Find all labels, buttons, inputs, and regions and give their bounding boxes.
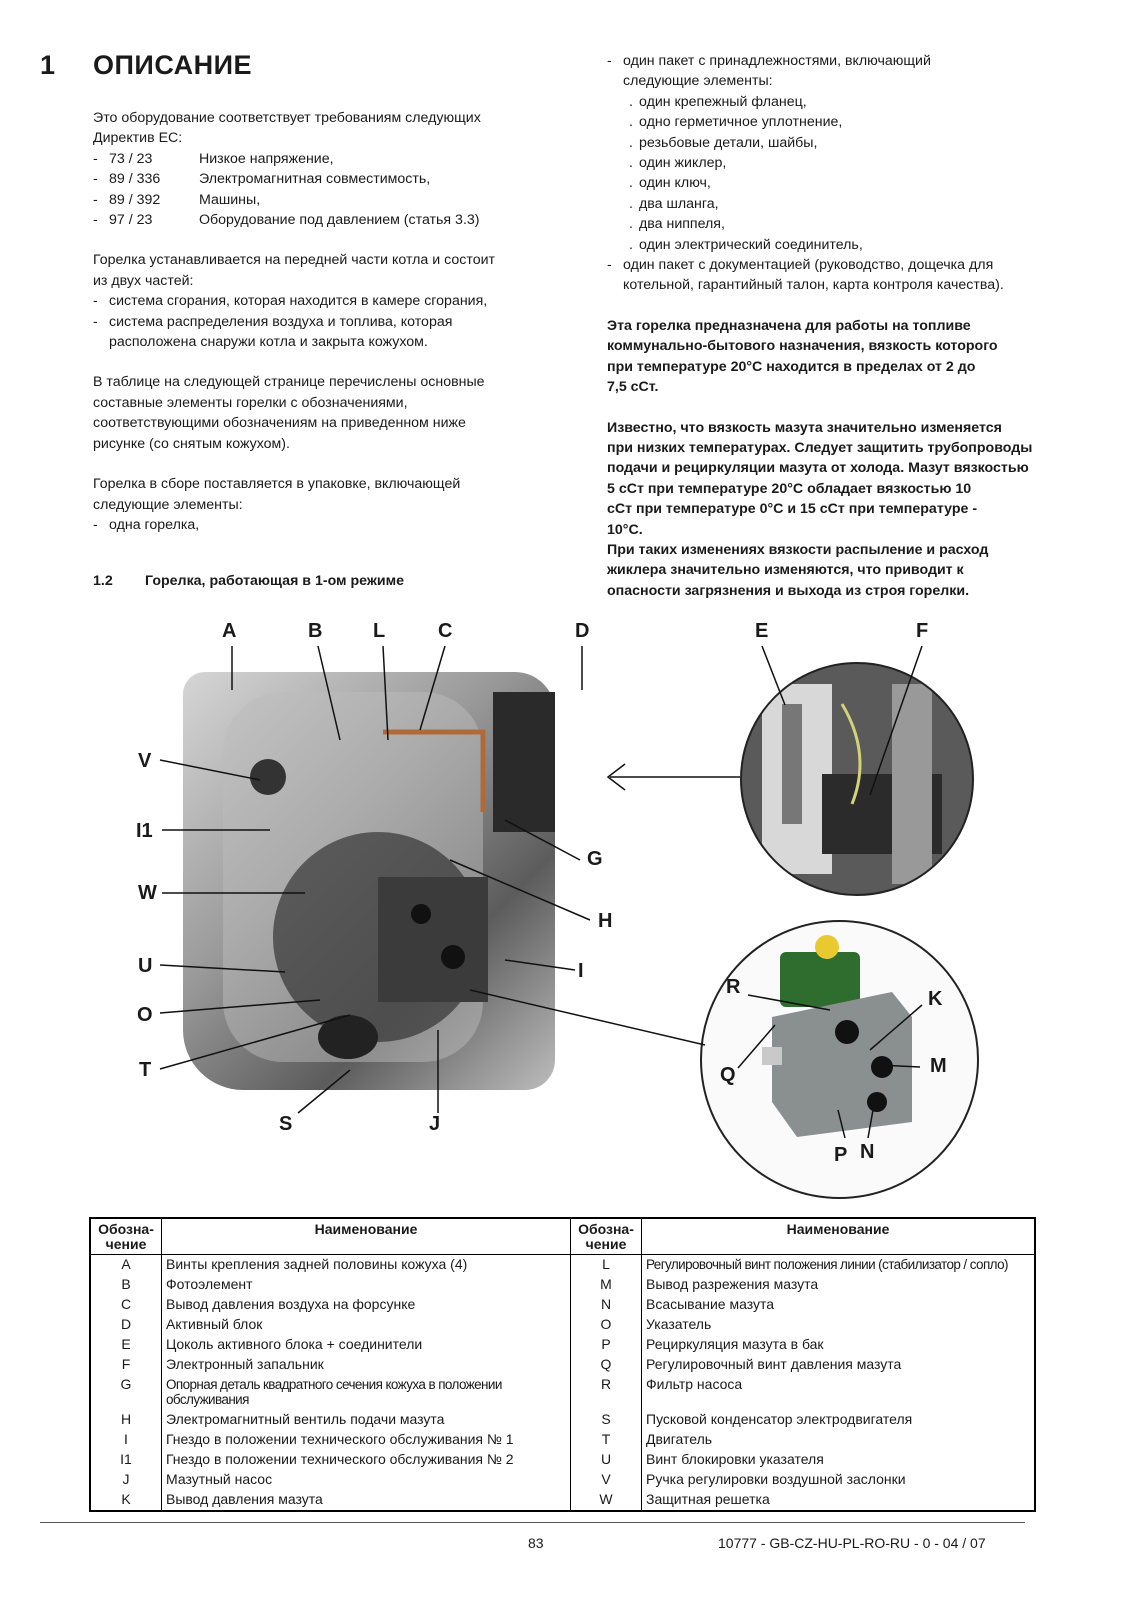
legend-code: W xyxy=(571,1490,642,1511)
pack-item: . один жиклер, xyxy=(607,153,1047,173)
label-b: B xyxy=(308,620,323,642)
warning-line: Известно, что вязкость мазута значительно изменяется xyxy=(607,419,1002,436)
pack-accessories-cont: следующие элементы: xyxy=(623,73,773,90)
legend-code: O xyxy=(571,1315,642,1335)
directive-text: Электромагнитная совместимость, xyxy=(199,171,431,188)
legend-code: V xyxy=(571,1470,642,1490)
pack-accessories-text: один пакет с принадлежностями, включающий xyxy=(623,53,931,69)
supplied-item: - одна горелка, xyxy=(93,515,533,535)
legend-name: Гнездо в положении технического обслуживания № 1 xyxy=(162,1430,571,1450)
legend-name: Защитная решетка xyxy=(646,1491,770,1507)
pack-item-text: один ключ, xyxy=(639,175,711,192)
label-g: G xyxy=(587,848,603,870)
part-text-cont: расположена снаружи котла и закрыта кожухом. xyxy=(109,334,428,351)
legend-name: Указатель xyxy=(646,1316,712,1332)
legend-name: Опорная деталь квадратного сечения кожуха в положении обслуживания xyxy=(162,1375,571,1410)
pack-item: . два шланга, xyxy=(607,194,1047,214)
legend-name: Вывод давления воздуха на форсунке xyxy=(162,1295,571,1315)
legend-name: Активный блок xyxy=(162,1315,571,1335)
table-row xyxy=(90,1315,1035,1335)
legend-code: T xyxy=(571,1430,642,1450)
directive-item: - 89 / 392 Машины, xyxy=(93,190,533,210)
right-column xyxy=(607,51,1047,601)
label-e: E xyxy=(755,620,769,642)
warning-line: при низких температурах. Следует защитить трубопроводы xyxy=(607,439,1033,456)
table-row xyxy=(90,1410,1035,1430)
legend-name: Двигатель xyxy=(646,1431,713,1447)
pack-item: . один электрический соединитель, xyxy=(607,235,1047,255)
fuel-note-line: Эта горелка предназначена для работы на топливе xyxy=(607,317,971,334)
warning-line: опасности загрязнения и выхода из строя горелки. xyxy=(607,582,970,599)
document-reference: 10777 - GB-CZ-HU-PL-RO-RU - 0 - 04 / 07 xyxy=(718,1535,986,1551)
label-p: P xyxy=(834,1144,848,1166)
table-row xyxy=(90,1335,1035,1355)
legend-code: H xyxy=(90,1410,162,1430)
table-row xyxy=(90,1295,1035,1315)
legend-name: Мазутный насос xyxy=(162,1470,571,1490)
intro-text-1: Это оборудование соответствует требованиям следующих xyxy=(93,110,481,126)
table-ref-line: составные элементы горелки с обозначениями, xyxy=(93,394,408,411)
pack-docs-text: один пакет с документацией (руководство, дощечка для xyxy=(623,257,994,274)
directive-code: 89 / 336 xyxy=(109,171,161,188)
legend-name: Электронный запальник xyxy=(162,1355,571,1375)
page-number: 83 xyxy=(528,1535,544,1551)
section-title: ОПИСАНИЕ xyxy=(93,50,253,80)
burner-figure xyxy=(0,620,1132,1200)
legend-name: Пусковой конденсатор электродвигателя xyxy=(646,1411,913,1427)
legend-code: U xyxy=(571,1450,642,1470)
legend-name: Винты крепления задней половины кожуха (4) xyxy=(162,1255,571,1276)
legend-name: Рециркуляция мазута в бак xyxy=(646,1336,824,1352)
left-column xyxy=(93,108,533,535)
legend-code: K xyxy=(90,1490,162,1511)
pack-item-text: резьбовые детали, шайбы, xyxy=(639,134,818,151)
legend-code: M xyxy=(571,1275,642,1295)
legend-name: Фильтр насоса xyxy=(646,1376,743,1392)
fuel-note xyxy=(607,316,1047,398)
subsection-title: Горелка, работающая в 1-ом режиме xyxy=(145,573,405,589)
label-l: L xyxy=(373,620,386,642)
legend-code: R xyxy=(571,1375,642,1410)
legend-code: E xyxy=(90,1335,162,1355)
footer-divider xyxy=(40,1522,1025,1523)
pack-item: . два ниппеля, xyxy=(607,214,1047,234)
label-c: C xyxy=(438,620,453,642)
legend-code: A xyxy=(90,1255,162,1276)
legend-code: I xyxy=(90,1430,162,1450)
label-f: F xyxy=(916,620,929,642)
label-q: Q xyxy=(720,1064,736,1086)
fuel-note-line: коммунально-бытового назначения, вязкость которого xyxy=(607,338,998,355)
label-k: K xyxy=(928,988,943,1010)
supplied-line: Горелка в сборе поставляется в упаковке, включающей xyxy=(93,476,461,493)
leader-lines xyxy=(0,620,1132,1200)
warning-line: 10°C. xyxy=(607,521,643,538)
label-d: D xyxy=(575,620,590,642)
pack-item: . один ключ, xyxy=(607,173,1047,193)
legend-header-row xyxy=(90,1218,1035,1255)
legend-name: Вывод давления мазута xyxy=(162,1490,571,1511)
burner-text-1: Горелка устанавливается на передней части котла и состоит xyxy=(93,252,496,269)
label-i1: I1 xyxy=(136,820,153,842)
warning-line: 5 сСт при температуре 20°C обладает вязкостью 10 xyxy=(607,480,972,497)
part-item: - система сгорания, которая находится в камере сгорания, xyxy=(93,291,533,311)
legend-code: F xyxy=(90,1355,162,1375)
pack-item-text: один электрический соединитель, xyxy=(639,236,863,253)
legend-name: Ручка регулировки воздушной заслонки xyxy=(646,1471,906,1487)
label-v: V xyxy=(138,750,152,772)
pack-docs: - один пакет с документацией (руководство, дощечка для xyxy=(607,255,1047,275)
intro-text-2: Директив ЕС: xyxy=(93,130,183,147)
legend-code: N xyxy=(571,1295,642,1315)
table-row xyxy=(90,1430,1035,1450)
pack-item-text: одно герметичное уплотнение, xyxy=(639,114,843,131)
legend-code: D xyxy=(90,1315,162,1335)
part-text: система сгорания, которая находится в камере сгорания, xyxy=(109,293,488,310)
label-s: S xyxy=(279,1113,293,1135)
burner-text-2: из двух частей: xyxy=(93,272,194,289)
label-o: O xyxy=(137,1004,153,1026)
legend-code: P xyxy=(571,1335,642,1355)
label-u: U xyxy=(138,955,153,977)
legend-code: I1 xyxy=(90,1450,162,1470)
label-h: H xyxy=(598,910,613,932)
table-ref-line: соответствующими обозначениям на приведенном ниже xyxy=(93,415,466,432)
directive-code: 89 / 392 xyxy=(109,191,161,208)
label-n: N xyxy=(860,1141,875,1163)
pack-item-text: два ниппеля, xyxy=(639,216,725,233)
legend-name: Винт блокировки указателя xyxy=(646,1451,824,1467)
legend-header-code: Обозна- чение xyxy=(90,1218,162,1255)
legend-name: Регулировочный винт положения линии (стабилизатор / сопло) xyxy=(646,1257,1008,1272)
pack-docs-cont: котельной, гарантийный талон, карта контроля качества). xyxy=(623,277,1004,294)
table-row xyxy=(90,1450,1035,1470)
pack-item-text: один жиклер, xyxy=(639,155,727,172)
pack-item-text: два шланга, xyxy=(639,195,719,212)
legend-code: L xyxy=(571,1255,642,1276)
warning-line: сСт при температуре 0°C и 15 сСт при температуре - xyxy=(607,501,978,518)
warning-line: подачи и рециркуляции мазута от холода. Мазут вязкостью xyxy=(607,460,1029,477)
directive-item: - 89 / 336 Электромагнитная совместимость, xyxy=(93,169,533,189)
section-number: 1 xyxy=(40,50,56,80)
part-item: - система распределения воздуха и топлива, которая xyxy=(93,312,533,332)
table-row xyxy=(90,1255,1035,1276)
pack-accessories: - один пакет с принадлежностями, включающий xyxy=(607,51,1047,71)
directive-text: Оборудование под давлением (статья 3.3) xyxy=(199,212,480,229)
fuel-note-line: при температуре 20°C находится в пределах от 2 до xyxy=(607,358,976,375)
directive-item: - 73 / 23 Низкое напряжение, xyxy=(93,149,533,169)
legend-code: C xyxy=(90,1295,162,1315)
table-row xyxy=(90,1470,1035,1490)
subsection-heading xyxy=(93,573,404,589)
subsection-number: 1.2 xyxy=(93,573,113,589)
label-r: R xyxy=(726,976,741,998)
viscosity-warning xyxy=(607,418,1047,602)
directive-text: Машины, xyxy=(199,191,261,208)
label-a: A xyxy=(222,620,237,642)
label-w: W xyxy=(138,882,157,904)
table-row xyxy=(90,1375,1035,1410)
pack-item: . резьбовые детали, шайбы, xyxy=(607,133,1047,153)
pack-item: . один крепежный фланец, xyxy=(607,92,1047,112)
legend-name: Электромагнитный вентиль подачи мазута xyxy=(162,1410,571,1430)
table-row xyxy=(90,1275,1035,1295)
pack-item: . одно герметичное уплотнение, xyxy=(607,112,1047,132)
directive-text: Низкое напряжение, xyxy=(199,150,334,167)
label-t: T xyxy=(139,1059,152,1081)
legend-name: Цоколь активного блока + соединители xyxy=(162,1335,571,1355)
supplied-item-text: одна горелка, xyxy=(109,516,200,533)
legend-name: Гнездо в положении технического обслуживания № 2 xyxy=(162,1450,571,1470)
pack-item-text: один крепежный фланец, xyxy=(639,93,807,110)
label-m: M xyxy=(930,1055,947,1077)
legend-header-name-2: Наименование xyxy=(642,1218,1036,1255)
label-j: J xyxy=(429,1113,441,1135)
directive-code: 97 / 23 xyxy=(109,212,153,229)
table-ref-line: В таблице на следующей странице перечислены основные xyxy=(93,374,485,391)
legend-name: Фотоэлемент xyxy=(162,1275,571,1295)
directive-item: - 97 / 23 Оборудование под давлением (статья 3.3) xyxy=(93,210,533,230)
label-i: I xyxy=(578,960,584,982)
legend-name: Вывод разрежения мазута xyxy=(646,1276,819,1292)
warning-line: При таких изменениях вязкости распыление и расход xyxy=(607,541,989,558)
legend-header-code-2: Обозна- чение xyxy=(571,1218,642,1255)
table-row xyxy=(90,1355,1035,1375)
fuel-note-line: 7,5 сСт. xyxy=(607,379,659,396)
warning-line: жиклера значительно изменяются, что приводит к xyxy=(607,562,964,579)
legend-header-name: Наименование xyxy=(162,1218,571,1255)
legend-name: Регулировочный винт давления мазута xyxy=(646,1356,902,1372)
table-ref-line: рисунке (со снятым кожухом). xyxy=(93,435,290,452)
legend-table xyxy=(89,1217,1036,1512)
directive-code: 73 / 23 xyxy=(109,150,153,167)
legend-name: Всасывание мазута xyxy=(646,1296,775,1312)
legend-code: S xyxy=(571,1410,642,1430)
legend-code: B xyxy=(90,1275,162,1295)
table-row xyxy=(90,1490,1035,1511)
part-text: система распределения воздуха и топлива, которая xyxy=(109,313,453,330)
legend-code: J xyxy=(90,1470,162,1490)
legend-code: G xyxy=(90,1375,162,1410)
legend-code: Q xyxy=(571,1355,642,1375)
supplied-line: следующие элементы: xyxy=(93,496,243,513)
